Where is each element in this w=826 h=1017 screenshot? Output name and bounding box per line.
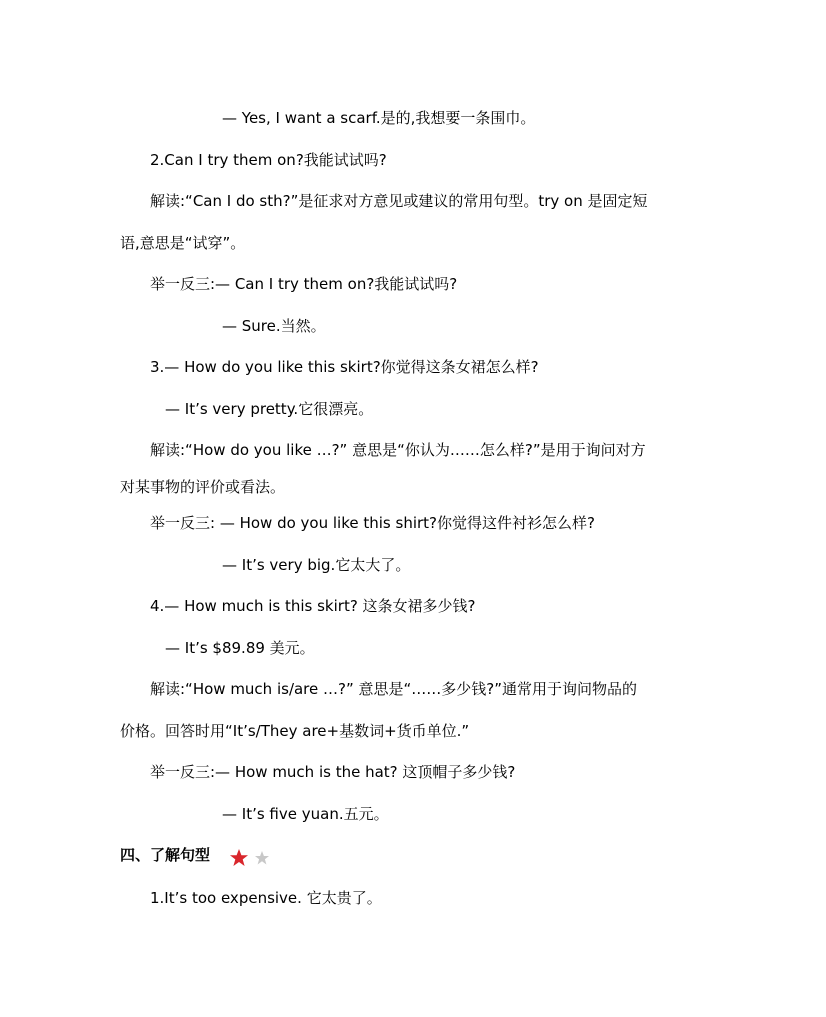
rating-stars	[229, 848, 273, 868]
text-line: — Yes, I want a scarf.是的,我想要一条围巾。	[222, 109, 536, 127]
text-line: 举一反三: — How do you like this shirt?你觉得这件衬衫怎么样?	[150, 514, 595, 532]
text-line: — Sure.当然。	[222, 317, 326, 335]
text-line: 解读:“How much is/are …?” 意思是“……多少钱?”通常用于询问物品的	[150, 680, 638, 698]
text-line: 语,意思是“试穿”。	[120, 234, 246, 252]
text-line: 价格。回答时用“It’s/They are+基数词+货币单位.”	[120, 722, 470, 740]
star-filled-icon	[230, 849, 248, 866]
text-line: 解读:“Can I do sth?”是征求对方意见或建议的常用句型。try on 是固定短	[150, 192, 648, 210]
difficulty-rating	[229, 847, 273, 868]
text-line: 对某事物的评价或看法。	[120, 478, 286, 496]
text-line: 举一反三:— Can I try them on?我能试试吗?	[150, 275, 458, 293]
text-line: 3.— How do you like this skirt?你觉得这条女裙怎么样?	[150, 358, 539, 376]
section-heading-label: 四、了解句型	[120, 846, 211, 864]
text-line: 4.— How much is this skirt? 这条女裙多少钱?	[150, 597, 476, 615]
text-line: — It’s very big.它太大了。	[222, 556, 411, 574]
text-line: — It’s $89.89 美元。	[165, 639, 315, 657]
text-line: 举一反三:— How much is the hat? 这顶帽子多少钱?	[150, 763, 516, 781]
star-empty-icon	[255, 851, 269, 865]
text-line: 解读:“How do you like …?” 意思是“你认为……怎么样?”是用于询问对方	[150, 441, 646, 459]
text-line: — It’s five yuan.五元。	[222, 805, 389, 823]
text-line: 1.It’s too expensive. 它太贵了。	[150, 889, 382, 907]
section-heading	[120, 845, 273, 868]
text-line: — It’s very pretty.它很漂亮。	[165, 400, 374, 418]
text-line: 2.Can I try them on?我能试试吗?	[150, 151, 387, 169]
